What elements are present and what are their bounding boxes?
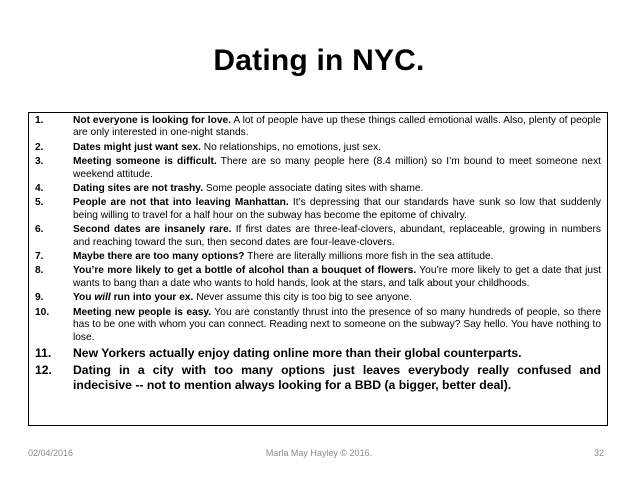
list-item (35, 346, 601, 361)
item-number: 4. (35, 183, 44, 195)
item-text (73, 142, 601, 154)
list-item (35, 307, 601, 344)
item-heading: Not everyone is looking for love. (73, 115, 231, 126)
item-number: 6. (35, 224, 44, 236)
list-item (35, 292, 601, 304)
page-number: 32 (593, 448, 604, 458)
item-number: 7. (35, 251, 44, 263)
item-heading: Meeting new people is easy. (73, 306, 212, 318)
item-heading: Meeting someone is difficult. (73, 156, 217, 168)
item-heading: New Yorkers actually enjoy dating online more than their global counterparts. (73, 345, 522, 360)
item-heading: Dates might just want sex. (73, 141, 201, 153)
item-text (73, 251, 601, 263)
item-heading: Second dates are insanely rare. (73, 224, 232, 236)
item-number: 1. (35, 115, 44, 126)
item-body: You’re more likely to get a date that just wants to bang than a date who wants to hold hands, look at the stars, and talk about your childhoods. (73, 265, 602, 289)
item-text (73, 197, 601, 222)
item-text (73, 363, 601, 393)
item-heading-emphasis: will (94, 292, 111, 304)
list-item (35, 363, 601, 393)
item-heading: Dating sites are not trashy. (73, 183, 204, 195)
item-number: 5. (35, 197, 44, 209)
item-text (73, 183, 601, 195)
item-heading: You’re more likely to get a bottle of alcohol than a bouquet of flowers. (73, 265, 417, 277)
item-text (73, 346, 601, 361)
item-heading (73, 292, 193, 303)
item-number: 8. (35, 265, 44, 277)
list-item (35, 197, 601, 222)
item-text (73, 292, 601, 304)
item-body: No relationships, no emotions, just sex. (200, 141, 382, 153)
list-item (35, 142, 601, 154)
item-heading-start: You (73, 292, 95, 304)
item-body: There are so many people here (8.4 million) so I’m bound to meet someone next weekend attitude. (73, 156, 602, 180)
item-body: There are literally millions more fish in the sea attitude. (244, 251, 494, 263)
list-item (35, 115, 601, 140)
item-body: A lot of people have up these things called emotional walls. Also, plenty of people are only interested in one-night stands. (73, 115, 601, 139)
item-number: 9. (35, 292, 44, 304)
footer-credit: Marla May Hayley © 2016. (265, 448, 373, 458)
item-heading: People are not that into leaving Manhattan. (73, 197, 289, 209)
item-body: You are constantly thrust into the presence of so many hundreds of people, so there has to be one with whom you can connect. Reading next to someone on the subway? Say hello. You have nothing to lose. (73, 306, 601, 343)
list-item (35, 251, 601, 263)
item-number: 2. (35, 141, 44, 153)
list-item (35, 156, 601, 181)
item-text (73, 224, 601, 249)
item-text (73, 307, 601, 344)
item-number: 3. (35, 156, 44, 168)
list-item (35, 224, 601, 249)
item-text (73, 265, 601, 290)
item-body: It’s depressing that our standards have sunk so low that suddenly being willing to travel for a half hour on the subway has become the epitome of chivalry. (73, 197, 601, 221)
item-body: Never assume this city is too big to see anyone. (193, 292, 412, 304)
item-number: 10. (35, 306, 50, 318)
item-body: If first dates are three-leaf-clovers, abundant, replaceable, growing in numbers and reaching toward the sun, then second dates are four-leave-clovers. (73, 224, 602, 248)
item-body: Some people associate dating sites with shame. (203, 183, 424, 195)
item-number: 12. (35, 362, 52, 377)
footer-date: 02/04/2016 (28, 448, 74, 458)
item-text (73, 115, 601, 140)
item-text (73, 156, 601, 181)
item-number: 11. (35, 345, 52, 360)
item-heading: Maybe there are too many options? (73, 251, 245, 263)
list-item (35, 265, 601, 290)
item-heading-end: run into your ex. (110, 292, 194, 304)
list-item (35, 183, 601, 195)
list-box (28, 112, 608, 426)
slide-title: Dating in NYC. (213, 44, 425, 77)
item-heading: Dating in a city with too many options just leaves everybody really confused and indecisive -- not to mention always looking for a BBD (a bigger, better deal). (73, 362, 601, 392)
